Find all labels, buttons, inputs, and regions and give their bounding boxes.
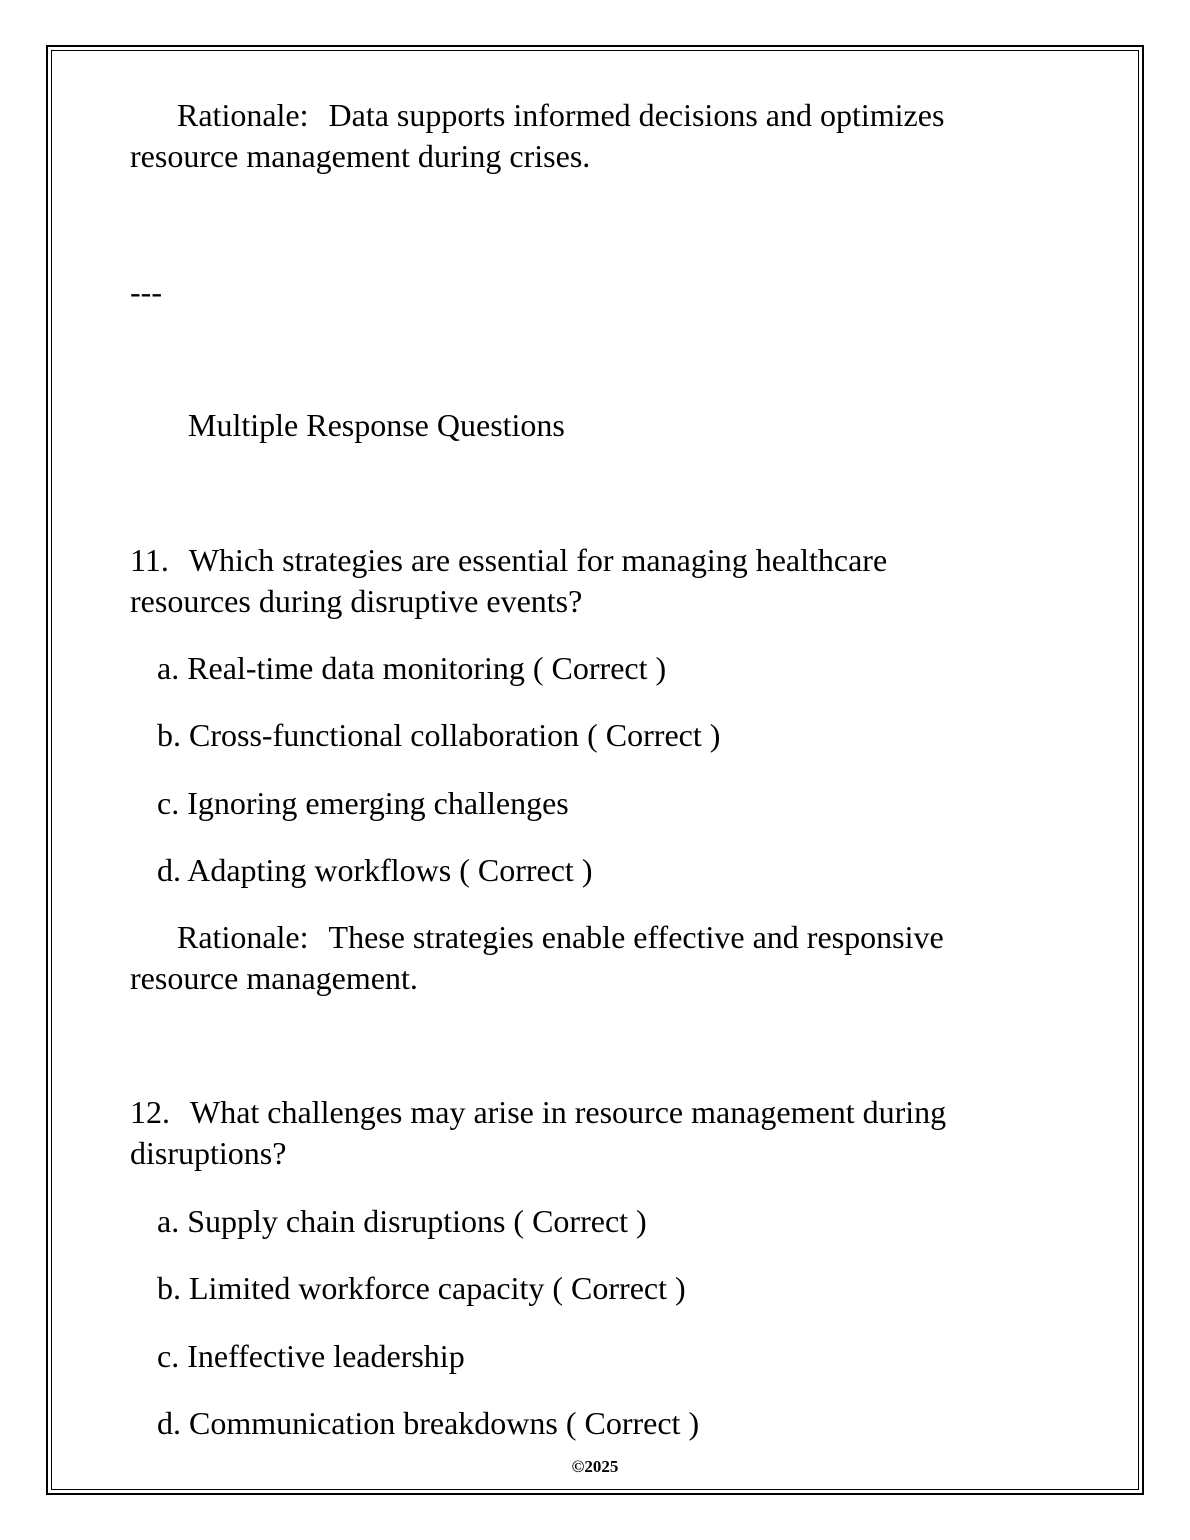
section-heading: Multiple Response Questions — [188, 407, 565, 443]
question-text: Which strategies are essential for managing healthcare — [188, 542, 888, 578]
question-11-line-2: resources during disruptive events? — [130, 583, 583, 619]
rationale-text: These strategies enable effective and responsive — [328, 919, 944, 955]
q11-rationale-line-1 — [177, 917, 944, 958]
question-number: 11. — [130, 542, 169, 578]
q11-option-c: c. Ignoring emerging challenges — [157, 785, 569, 821]
q12-option-d: d. Communication breakdowns ( Correct ) — [157, 1405, 700, 1441]
q12-option-b: b. Limited workforce capacity ( Correct ) — [157, 1270, 686, 1306]
q11-rationale-line-2: resource management. — [130, 960, 418, 996]
q12-option-a: a. Supply chain disruptions ( Correct ) — [157, 1203, 647, 1239]
rationale-line-2: resource management during crises. — [130, 138, 591, 174]
q12-option-c: c. Ineffective leadership — [157, 1338, 465, 1374]
q11-option-a: a. Real-time data monitoring ( Correct ) — [157, 650, 667, 686]
q11-option-d: d. Adapting workflows ( Correct ) — [157, 852, 593, 888]
rationale-label: Rationale: — [177, 97, 309, 133]
q11-option-b: b. Cross-functional collaboration ( Correct ) — [157, 717, 721, 753]
rationale-label: Rationale: — [177, 919, 309, 955]
question-11-line-1 — [130, 540, 887, 581]
separator: --- — [130, 274, 162, 310]
question-text: What challenges may arise in resource management during — [190, 1094, 947, 1130]
question-12-line-2: disruptions? — [130, 1135, 287, 1171]
rationale-line-1 — [177, 95, 944, 136]
copyright-footer: ©2025 — [571, 1457, 619, 1476]
question-12-line-1 — [130, 1092, 946, 1133]
rationale-text: Data supports informed decisions and optimizes — [328, 97, 945, 133]
question-number: 12. — [130, 1094, 170, 1130]
